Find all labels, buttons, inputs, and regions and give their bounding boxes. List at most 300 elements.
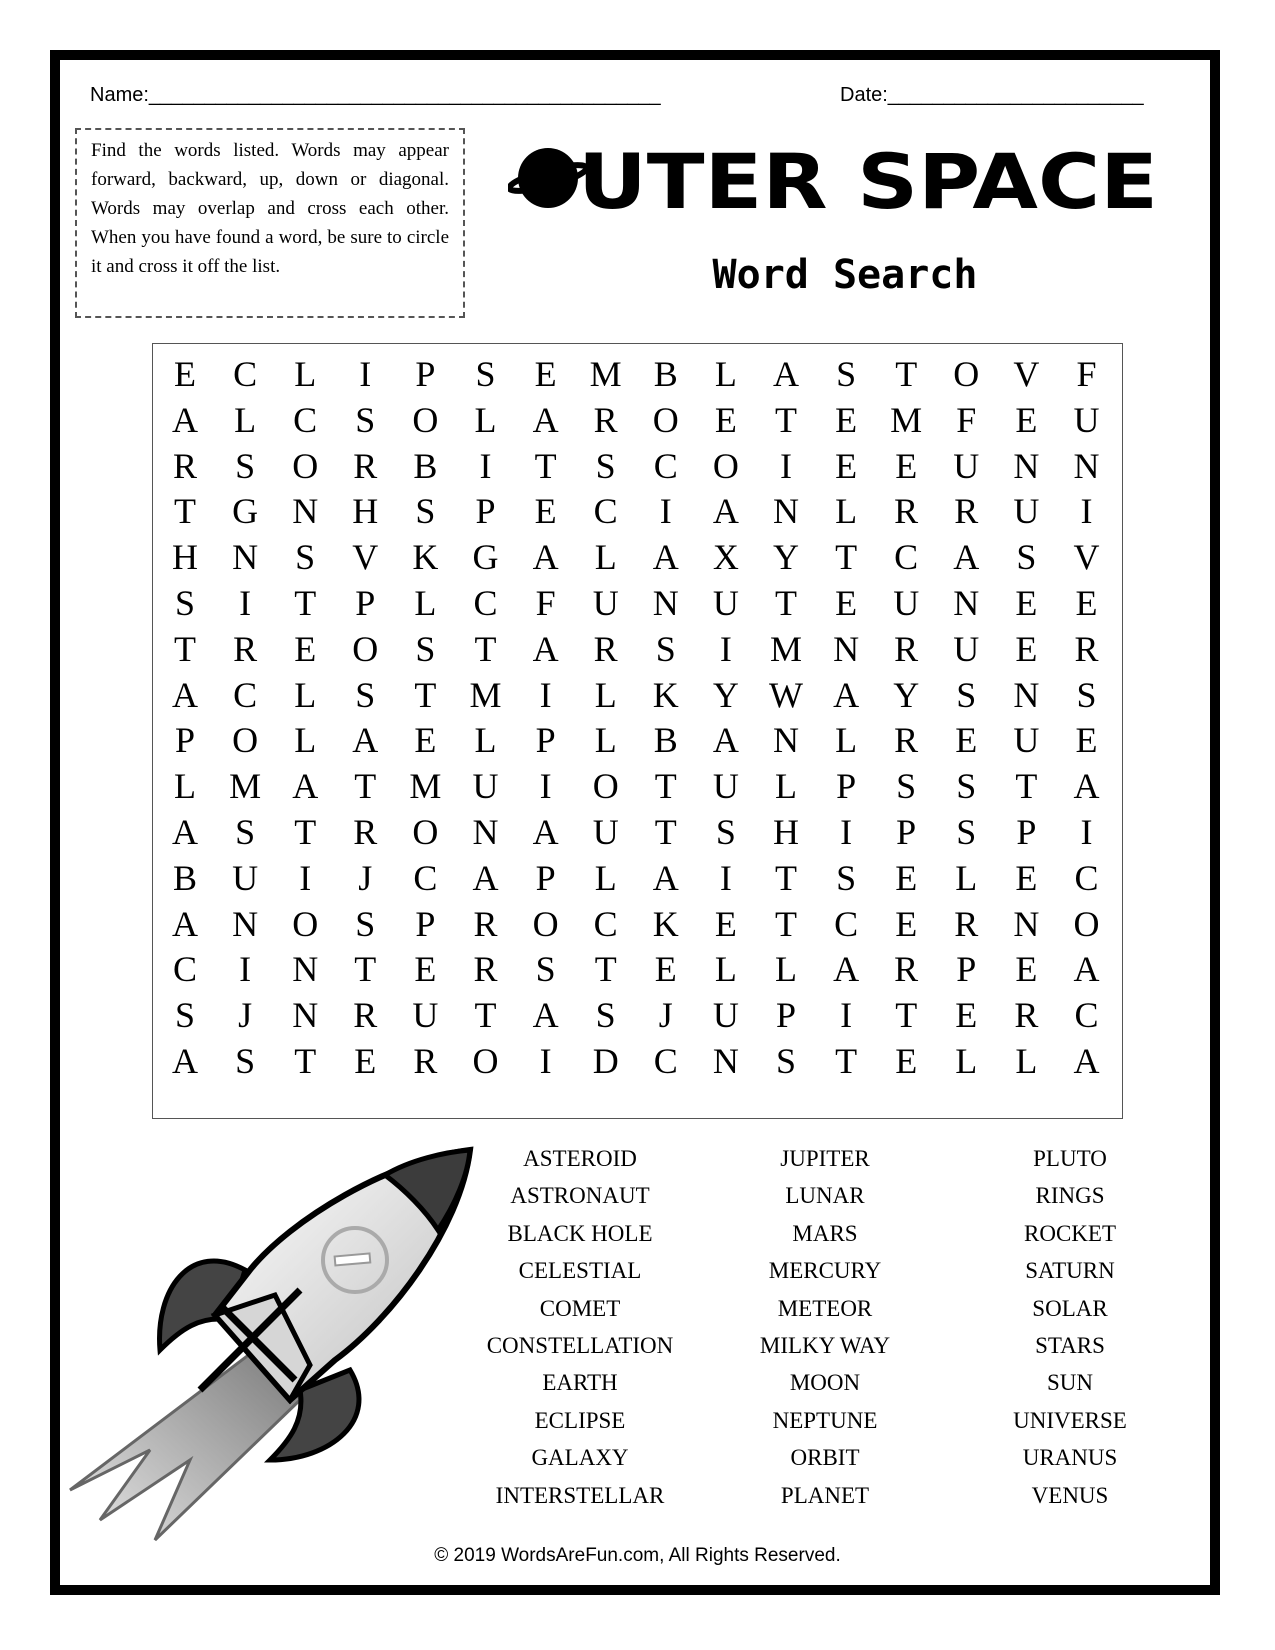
word-list-item: LUNAR	[785, 1183, 865, 1209]
word-list-item: RINGS	[1035, 1183, 1105, 1209]
grid-letter: A	[833, 949, 860, 990]
grid-letter: A	[172, 399, 198, 440]
grid-letter: O	[592, 766, 619, 807]
grid-letter: C	[834, 903, 859, 944]
grid-letter: E	[294, 628, 317, 669]
grid-letter: A	[1073, 766, 1100, 807]
grid-letter: P	[1016, 812, 1037, 852]
word-list-item: COMET	[539, 1295, 621, 1321]
grid-letter: I	[1080, 812, 1093, 852]
grid-letter: S	[655, 628, 676, 669]
grid-letter: U	[712, 995, 739, 1036]
grid-letter: B	[172, 857, 197, 898]
grid-letter: O	[1073, 903, 1100, 944]
grid-letter: S	[475, 354, 496, 394]
grid-letter: L	[174, 766, 196, 807]
grid-letter: S	[956, 812, 977, 852]
grid-row	[153, 854, 1122, 902]
grid-letter: R	[172, 445, 197, 486]
grid-letter: L	[1015, 1041, 1038, 1081]
grid-letter: B	[413, 445, 438, 486]
grid-letter: E	[534, 354, 557, 394]
grid-letter: T	[895, 354, 918, 394]
grid-letter: N	[232, 537, 259, 578]
word-list-item: MARS	[792, 1220, 858, 1246]
grid-letter: S	[775, 1041, 797, 1081]
grid-letter: N	[833, 628, 860, 669]
word-list-item: NEPTUNE	[772, 1407, 878, 1433]
grid-letter: L	[955, 857, 978, 898]
grid-letter: T	[594, 949, 617, 990]
grid-letter: R	[954, 491, 979, 532]
grid-letter: B	[653, 720, 678, 761]
grid-letter: I	[539, 674, 552, 715]
grid-letter: E	[835, 399, 858, 440]
grid-letter: A	[712, 491, 739, 532]
grid-letter: S	[595, 445, 616, 486]
grid-row	[153, 350, 1122, 398]
grid-letter: T	[354, 766, 377, 807]
grid-letter: N	[1013, 445, 1040, 486]
grid-letter: M	[409, 766, 442, 807]
grid-letter: L	[775, 949, 797, 990]
grid-letter: E	[895, 445, 918, 486]
grid-letter: N	[292, 491, 319, 532]
grid-letter: R	[593, 628, 618, 669]
grid-letter: P	[355, 583, 376, 623]
grid-letter: A	[172, 674, 198, 715]
grid-letter: O	[412, 812, 439, 852]
grid-letter: U	[412, 995, 439, 1036]
grid-letter: U	[712, 766, 739, 807]
grid-letter: F	[956, 399, 977, 440]
grid-letter: R	[1014, 995, 1039, 1036]
svg-text:UTER SPACE: UTER SPACE	[578, 140, 1158, 220]
grid-letter: H	[773, 812, 799, 852]
grid-letter: R	[593, 399, 618, 440]
word-list-item: MILKY WAY	[759, 1333, 891, 1359]
grid-letter: H	[172, 537, 198, 578]
word-list-item: SUN	[1046, 1370, 1093, 1396]
grid-letter: K	[652, 903, 679, 944]
grid-letter: C	[1074, 995, 1099, 1036]
word-list-item: PLUTO	[1033, 1146, 1107, 1171]
grid-letter: O	[352, 628, 379, 669]
word-list-item: VENUS	[1031, 1482, 1109, 1508]
word-list-item: ASTEROID	[523, 1146, 637, 1171]
grid-letter: C	[1074, 857, 1099, 898]
grid-letter: S	[896, 766, 917, 807]
grid-letter: C	[894, 537, 919, 578]
grid-letter: S	[174, 995, 196, 1036]
grid-letter: R	[353, 445, 378, 486]
grid-letter: O	[232, 720, 259, 761]
grid-letter: E	[895, 857, 918, 898]
grid-row	[153, 533, 1122, 581]
grid-letter: E	[1075, 583, 1098, 623]
grid-letter: N	[953, 583, 980, 623]
grid-letter: I	[239, 583, 252, 623]
grid-letter: T	[474, 628, 497, 669]
grid-letter: C	[593, 491, 618, 532]
grid-letter: E	[1075, 720, 1098, 761]
word-list-item: CONSTELLATION	[486, 1333, 674, 1359]
grid-row	[153, 762, 1122, 810]
grid-letter: I	[539, 766, 552, 807]
grid-letter: E	[654, 949, 677, 990]
grid-letter: E	[1015, 857, 1038, 898]
word-list-item: STARS	[1035, 1333, 1105, 1359]
grid-row	[153, 442, 1122, 490]
grid-letter: U	[1013, 720, 1040, 761]
grid-letter: U	[592, 583, 619, 623]
grid-letter: K	[412, 537, 439, 578]
subtitle: Word Search	[712, 252, 978, 298]
grid-letter: U	[953, 628, 980, 669]
grid-letter: C	[172, 949, 197, 990]
grid-letter: C	[233, 354, 258, 394]
grid-letter: O	[292, 445, 319, 486]
grid-letter: W	[769, 674, 803, 715]
grid-letter: T	[654, 766, 677, 807]
grid-letter: S	[355, 903, 376, 944]
grid-letter: G	[232, 491, 259, 532]
grid-letter: N	[472, 812, 499, 852]
grid-letter: A	[172, 812, 198, 852]
grid-letter: S	[355, 399, 376, 440]
grid-letter: E	[835, 583, 858, 623]
grid-letter: J	[238, 995, 253, 1036]
word-search-grid	[152, 343, 1123, 1119]
grid-letter: F	[535, 583, 556, 623]
grid-letter: E	[895, 1041, 918, 1081]
grid-letter: S	[415, 628, 436, 669]
grid-letter: P	[475, 491, 496, 532]
grid-letter: S	[295, 537, 316, 578]
grid-letter: D	[592, 1041, 619, 1081]
grid-letter: I	[780, 445, 792, 486]
grid-letter: R	[353, 995, 378, 1036]
grid-letter: P	[535, 720, 556, 761]
grid-row	[153, 900, 1122, 948]
grid-letter: E	[1015, 399, 1038, 440]
grid-letter: M	[469, 674, 502, 715]
grid-letter: I	[359, 354, 372, 394]
word-list-item: SATURN	[1025, 1258, 1115, 1284]
grid-letter: M	[769, 628, 802, 669]
grid-letter: E	[174, 354, 196, 394]
word-list-item: BLACK HOLE	[507, 1220, 653, 1246]
grid-letter: T	[775, 857, 797, 898]
grid-letter: E	[534, 491, 557, 532]
grid-row	[153, 487, 1122, 535]
grid-letter: O	[292, 903, 319, 944]
grid-letter: T	[534, 445, 557, 486]
grid-letter: L	[474, 399, 497, 440]
grid-letter: R	[894, 491, 919, 532]
grid-letter: L	[714, 354, 737, 394]
grid-letter: A	[532, 995, 559, 1036]
grid-letter: S	[836, 857, 857, 898]
grid-letter: R	[353, 812, 378, 852]
grid-letter: L	[414, 583, 437, 623]
grid-letter: L	[835, 491, 858, 532]
grid-letter: O	[652, 399, 679, 440]
grid-row	[153, 808, 1122, 856]
grid-letter: Y	[712, 674, 739, 715]
grid-letter: C	[593, 903, 618, 944]
grid-row	[153, 716, 1122, 764]
instructions-box: Find the words listed. Words may appear forward, backward, up, down or diagonal. Words may overlap and cross each other. When you have found a word, be sure to circle it and cross it off the list.	[75, 128, 465, 318]
grid-letter: I	[239, 949, 252, 990]
grid-letter: A	[532, 812, 559, 852]
grid-letter: S	[1076, 674, 1097, 715]
word-list-item: UNIVERSE	[1013, 1407, 1127, 1433]
grid-letter: P	[836, 766, 857, 807]
grid-letter: C	[293, 399, 318, 440]
grid-letter: A	[773, 354, 799, 394]
grid-letter: I	[479, 445, 492, 486]
grid-letter: I	[719, 857, 732, 898]
word-list-item: ORBIT	[790, 1445, 860, 1471]
word-list-item: SOLAR	[1032, 1295, 1108, 1321]
grid-letter: G	[472, 537, 499, 578]
grid-letter: L	[294, 674, 317, 715]
grid-letter: N	[773, 720, 799, 761]
grid-letter: Y	[893, 674, 920, 715]
grid-letter: A	[652, 857, 679, 898]
grid-letter: I	[1080, 491, 1093, 532]
grid-letter: T	[654, 812, 677, 852]
grid-letter: V	[1013, 354, 1040, 394]
grid-letter: C	[233, 674, 258, 715]
grid-row	[153, 671, 1122, 719]
word-list-item: ROCKET	[1024, 1220, 1116, 1246]
grid-letter: U	[592, 812, 619, 852]
grid-letter: L	[594, 537, 617, 578]
grid-letter: E	[354, 1041, 377, 1081]
grid-letter: O	[532, 903, 559, 944]
grid-letter: S	[535, 949, 556, 990]
grid-letter: S	[1016, 537, 1037, 578]
grid-letter: A	[172, 903, 198, 944]
grid-letter: S	[235, 445, 256, 486]
grid-letter: E	[714, 903, 737, 944]
grid-letter: T	[474, 995, 497, 1036]
grid-letter: E	[955, 720, 978, 761]
grid-letter: N	[292, 995, 319, 1036]
word-list-item: URANUS	[1022, 1445, 1118, 1471]
grid-letter: M	[589, 354, 622, 394]
grid-letter: S	[836, 354, 857, 394]
grid-letter: B	[653, 354, 678, 394]
grid-letter: N	[292, 949, 319, 990]
grid-letter: H	[352, 491, 379, 532]
grid-letter: R	[473, 903, 498, 944]
grid-letter: T	[835, 537, 858, 578]
grid-letter: C	[653, 1041, 678, 1081]
grid-letter: P	[174, 720, 196, 761]
grid-letter: F	[1076, 354, 1097, 394]
grid-letter: A	[472, 857, 499, 898]
grid-letter: U	[893, 583, 920, 623]
grid-letter: P	[415, 903, 436, 944]
planet-icon	[508, 148, 589, 208]
grid-letter: T	[835, 1041, 858, 1081]
grid-letter: M	[890, 399, 923, 440]
word-list-item: MOON	[789, 1370, 861, 1396]
grid-letter: R	[894, 949, 919, 990]
grid-letter: O	[712, 445, 739, 486]
grid-letter: L	[294, 354, 317, 394]
grid-letter: O	[472, 1041, 499, 1081]
grid-letter: E	[895, 903, 918, 944]
grid-letter: S	[235, 1041, 256, 1081]
grid-row	[153, 1037, 1122, 1085]
grid-letter: Y	[773, 537, 799, 578]
grid-row	[153, 945, 1122, 993]
grid-letter: T	[294, 1041, 317, 1081]
grid-letter: S	[415, 491, 436, 532]
grid-letter: P	[956, 949, 977, 990]
grid-letter: A	[833, 674, 860, 715]
grid-letter: N	[712, 1041, 739, 1081]
grid-letter: L	[775, 766, 797, 807]
grid-letter: K	[652, 674, 679, 715]
grid-letter: A	[712, 720, 739, 761]
grid-letter: L	[594, 857, 617, 898]
grid-letter: R	[954, 903, 979, 944]
grid-letter: E	[1015, 949, 1038, 990]
grid-letter: L	[234, 399, 257, 440]
grid-letter: J	[358, 857, 373, 898]
grid-letter: E	[414, 949, 437, 990]
grid-letter: A	[1073, 1041, 1100, 1081]
grid-letter: U	[472, 766, 499, 807]
grid-letter: V	[352, 537, 379, 578]
grid-letter: R	[233, 628, 258, 669]
grid-letter: T	[294, 583, 317, 623]
grid-letter: A	[532, 628, 559, 669]
grid-letter: I	[299, 857, 312, 898]
grid-letter: E	[955, 995, 978, 1036]
grid-letter: I	[659, 491, 672, 532]
grid-letter: V	[1073, 537, 1100, 578]
grid-letter: T	[895, 995, 918, 1036]
grid-letter: X	[712, 537, 739, 578]
grid-letter: N	[232, 903, 259, 944]
grid-letter: U	[1013, 491, 1040, 532]
word-list-item: MERCURY	[768, 1258, 882, 1284]
grid-letter: S	[355, 674, 376, 715]
grid-letter: R	[894, 628, 919, 669]
grid-letter: L	[714, 949, 737, 990]
grid-letter: T	[414, 674, 437, 715]
grid-letter: T	[775, 903, 797, 944]
grid-letter: T	[174, 491, 196, 532]
grid-letter: A	[352, 720, 379, 761]
grid-letter: C	[473, 583, 498, 623]
page-title	[508, 140, 1168, 220]
grid-letter: E	[1015, 583, 1038, 623]
grid-letter: A	[292, 766, 319, 807]
grid-letter: C	[413, 857, 438, 898]
grid-letter: L	[835, 720, 858, 761]
grid-letter: J	[658, 995, 673, 1036]
word-list-item: ASTRONAUT	[510, 1183, 650, 1209]
grid-letter: A	[652, 537, 679, 578]
grid-letter: L	[594, 720, 617, 761]
grid-letter: O	[412, 399, 439, 440]
grid-row	[153, 396, 1122, 444]
grid-letter: A	[532, 399, 559, 440]
grid-letter: S	[174, 583, 196, 623]
word-list-column-3	[945, 1140, 1195, 1514]
grid-letter: E	[1015, 628, 1038, 669]
grid-letter: T	[294, 812, 317, 852]
grid-letter: T	[174, 628, 196, 669]
grid-letter: M	[229, 766, 262, 807]
grid-letter: I	[840, 995, 853, 1036]
grid-letter: P	[535, 857, 556, 898]
grid-letter: L	[594, 674, 617, 715]
word-list-item: ECLIPSE	[534, 1407, 626, 1433]
grid-letter: P	[775, 995, 797, 1036]
grid-letter: S	[595, 995, 616, 1036]
word-list-item: CELESTIAL	[518, 1258, 642, 1284]
grid-letter: E	[835, 445, 858, 486]
grid-letter: L	[474, 720, 497, 761]
grid-letter: A	[532, 537, 559, 578]
date-field-label: Date:_______________________	[840, 84, 1144, 106]
grid-letter: E	[714, 399, 737, 440]
grid-letter: I	[539, 1041, 552, 1081]
grid-letter: R	[413, 1041, 438, 1081]
grid-letter: T	[1015, 766, 1038, 807]
grid-letter: T	[354, 949, 377, 990]
grid-letter: S	[235, 812, 256, 852]
grid-letter: R	[1074, 628, 1099, 669]
grid-letter: L	[955, 1041, 978, 1081]
word-list-item: EARTH	[542, 1370, 618, 1396]
grid-letter: N	[1073, 445, 1100, 486]
grid-letter: T	[775, 399, 797, 440]
name-field-label: Name:______________________________________________	[90, 84, 661, 106]
grid-letter: R	[894, 720, 919, 761]
grid-letter: P	[896, 812, 917, 852]
grid-row	[153, 991, 1122, 1039]
grid-letter: N	[1013, 903, 1040, 944]
grid-letter: U	[712, 583, 739, 623]
grid-letter: R	[473, 949, 498, 990]
grid-letter: E	[414, 720, 437, 761]
grid-letter: U	[1073, 399, 1100, 440]
grid-letter: C	[653, 445, 678, 486]
word-list-item: GALAXY	[531, 1445, 629, 1471]
grid-letter: A	[1073, 949, 1100, 990]
grid-letter: L	[294, 720, 317, 761]
grid-letter: A	[172, 1041, 198, 1081]
word-list-item: METEOR	[777, 1295, 873, 1321]
word-list-item: PLANET	[780, 1482, 870, 1508]
rocket-illustration	[60, 1130, 500, 1550]
word-list-item: INTERSTELLAR	[495, 1482, 665, 1508]
grid-letter: I	[719, 628, 732, 669]
grid-letter: U	[953, 445, 980, 486]
grid-letter: T	[775, 583, 797, 623]
grid-letter: I	[840, 812, 853, 852]
grid-letter: N	[773, 491, 799, 532]
